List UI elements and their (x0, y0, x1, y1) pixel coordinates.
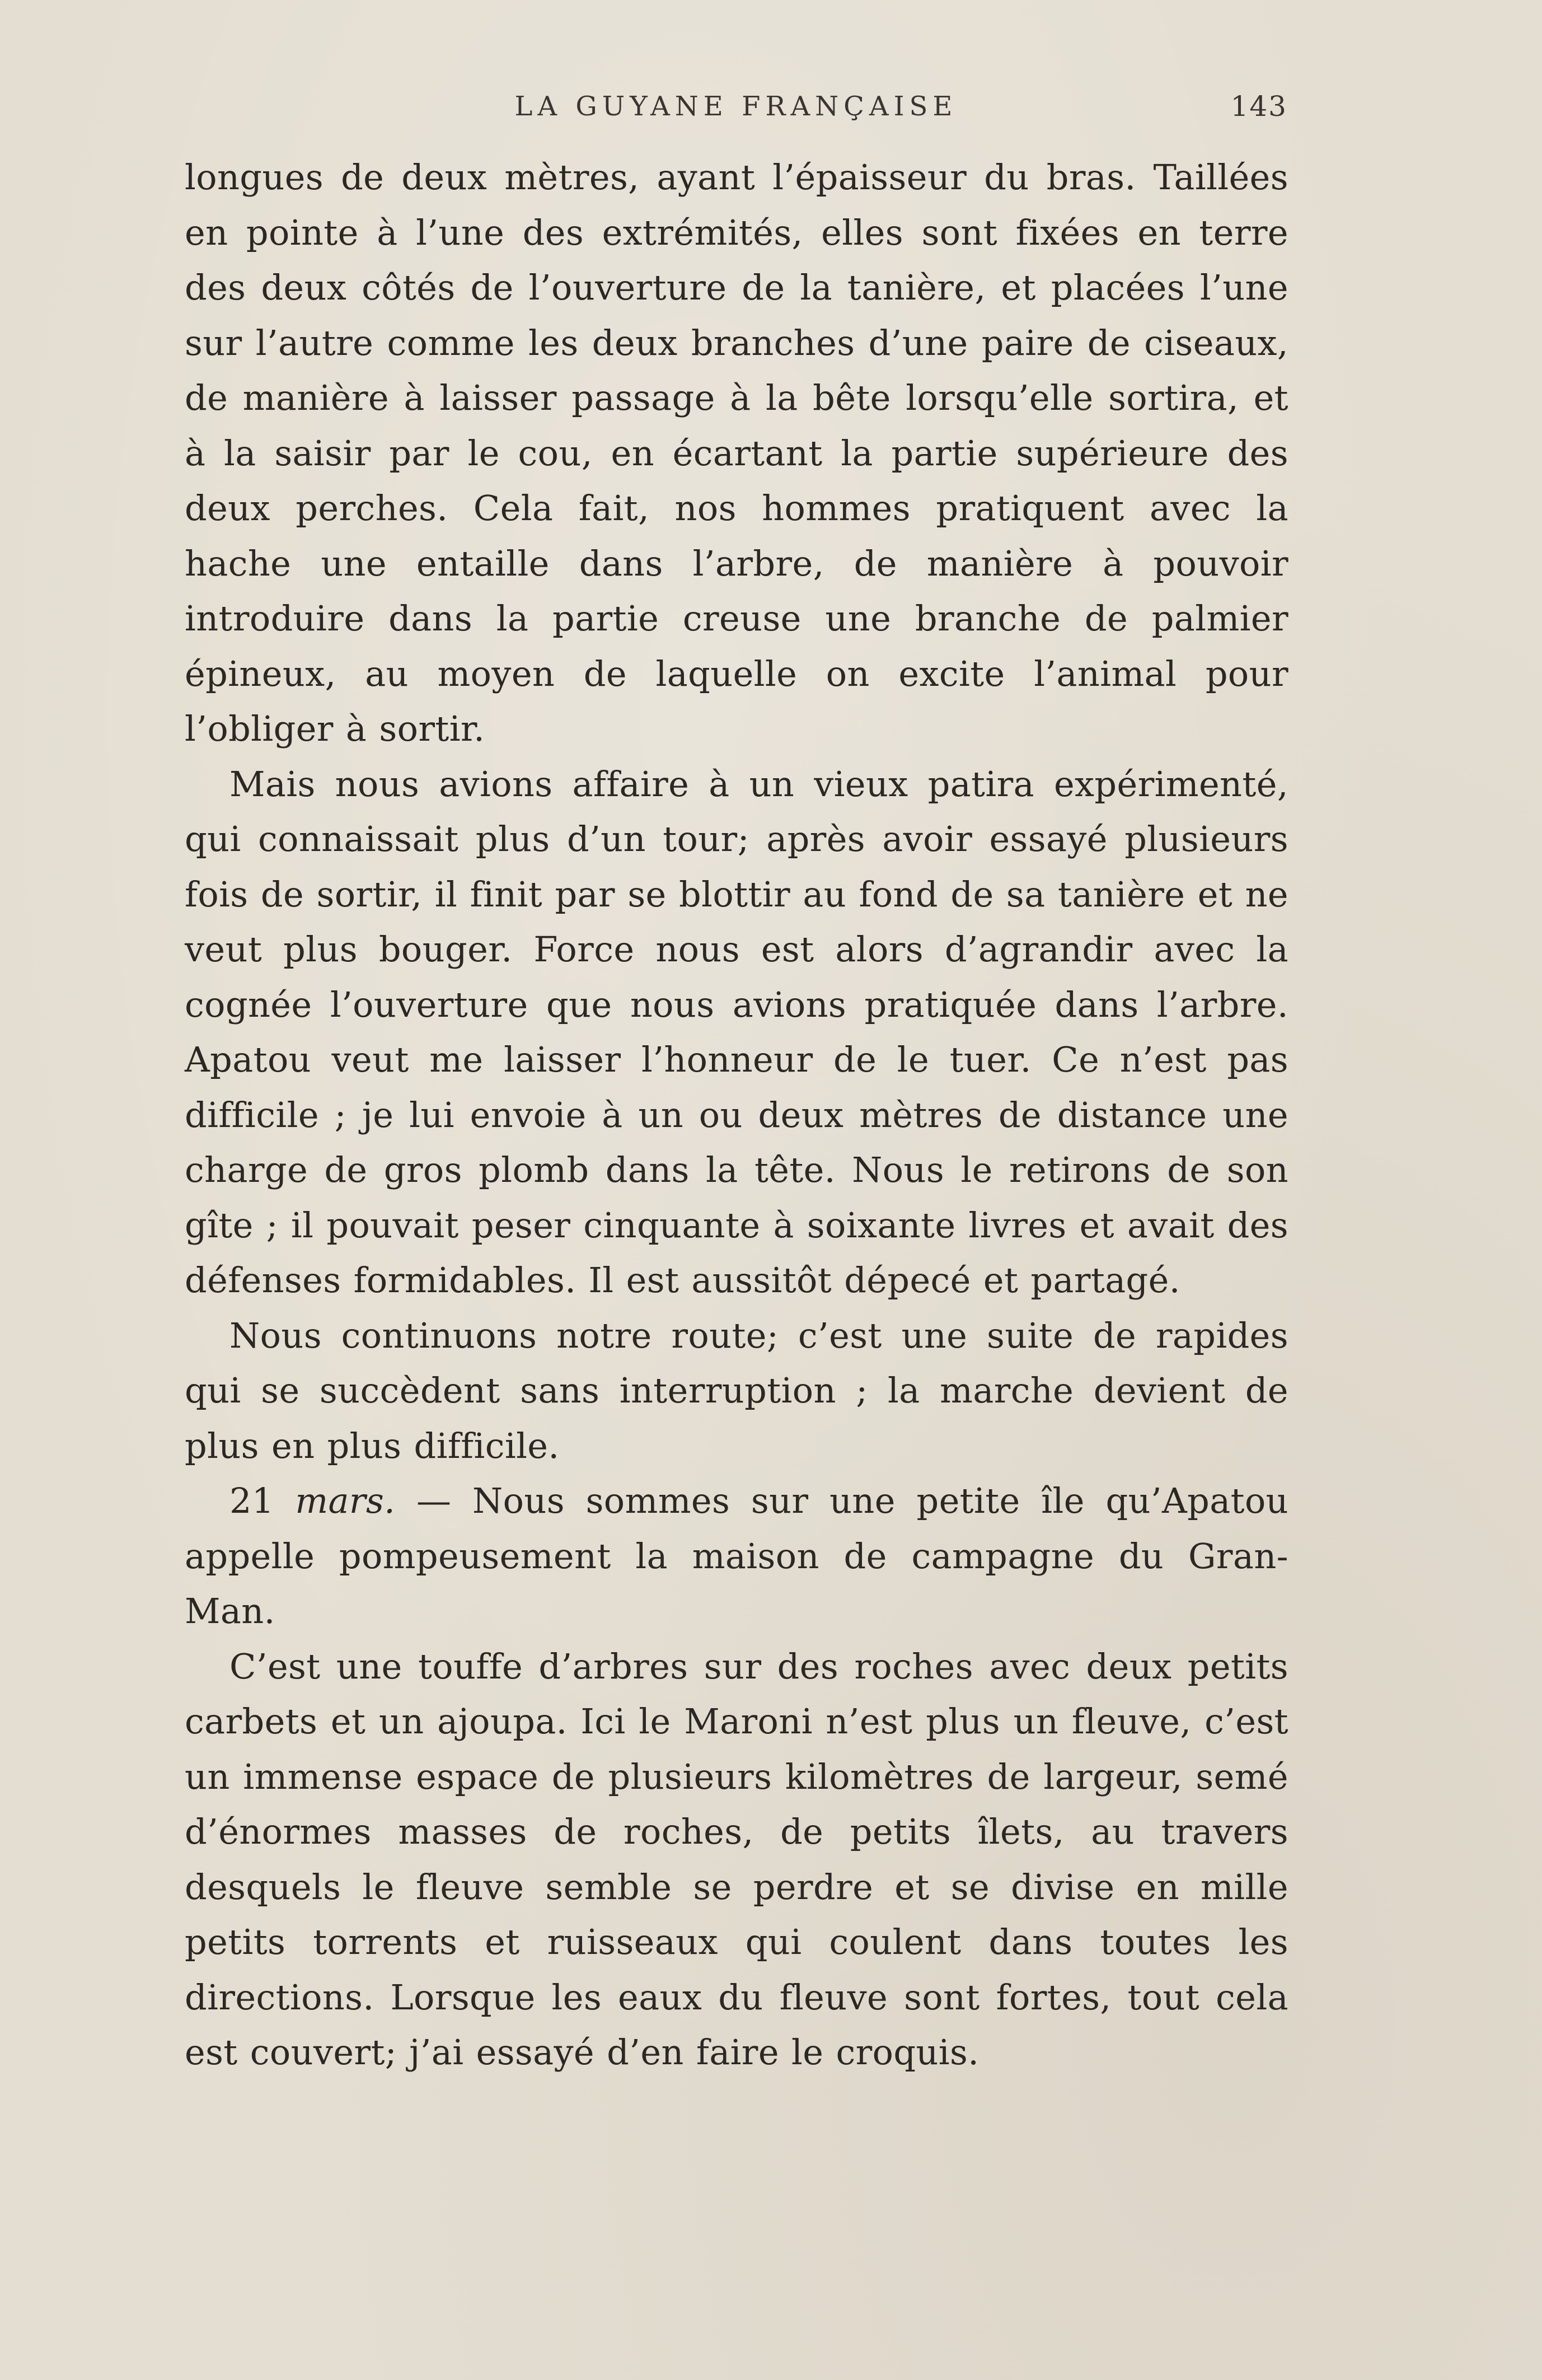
paragraph-maroni: C’est une touffe d’arbres sur des roches avec deux petits carbets et un ajoupa. Ici le Maroni n’est plus un fleuve, c’est un immense espace de plusieurs kilomètres de largeur, semé d’énormes masses de roches, de petits îlets, au travers desquels le fleuve semble se perdre et se divise en mille petits torrents et ruisseaux qui coulent dans toutes les directions. Lorsque les eaux du fleuve sont fortes, tout cela est couvert; j’ai essayé d’en faire le croquis. (185, 1645, 1288, 2073)
date-month: mars. (295, 1480, 396, 1521)
running-title: LA GUYANE FRANÇAISE (514, 91, 958, 122)
paragraph-march-21 (185, 1474, 1288, 1639)
paragraph-march-21-text: — Nous sommes sur une petite île qu’Apatou appelle pompeusement la maison de campagne du Gran-Man. (185, 1480, 1289, 1631)
body-text (185, 150, 1288, 2080)
paragraph-continued: longues de deux mètres, ayant l’épaisseur du bras. Taillées en pointe à l’une des extrémités, elles sont fixées en terre des deux côtés de l’ouverture de la tanière, et placées l’une sur l’autre comme les deux branches d’une paire de ciseaux, de manière à laisser passage à la bête lorsqu’elle sortira, et à la saisir par le cou, en écartant la partie supérieure des deux perches. Cela fait, nos hommes pratiquent avec la hache une entaille dans l’arbre, de manière à pouvoir introduire dans la partie creuse une branche de palmier épineux, au moyen de laquelle on excite l’animal pour l’obliger à sortir. (185, 157, 1288, 749)
running-head (185, 84, 1287, 129)
paragraph-patira: Mais nous avions affaire à un vieux patira expérimenté, qui connaissait plus d’un tour; après avoir essayé plusieurs fois de sortir, il finit par se blottir au fond de sa tanière et ne veut plus bouger. Force nous est alors d’agrandir avec la cognée l’ouverture que nous avions pratiquée dans l’arbre. Apatou veut me laisser l’honneur de le tuer. Ce n’est pas difficile ; je lui envoie à un ou deux mètres de distance une charge de gros plomb dans la tête. Nous le retirons de son gîte ; il pouvait peser cinquante à soixante livres et avait des défenses formidables. Il est aussitôt dépecé et partagé. (185, 763, 1288, 1301)
date-number: 21 (229, 1480, 274, 1521)
page-number: 143 (1230, 90, 1287, 123)
paragraph-rapids: Nous continuons notre route; c’est une suite de rapides qui se succèdent sans interruption ; la marche devient de plus en plus difficile. (185, 1315, 1288, 1466)
